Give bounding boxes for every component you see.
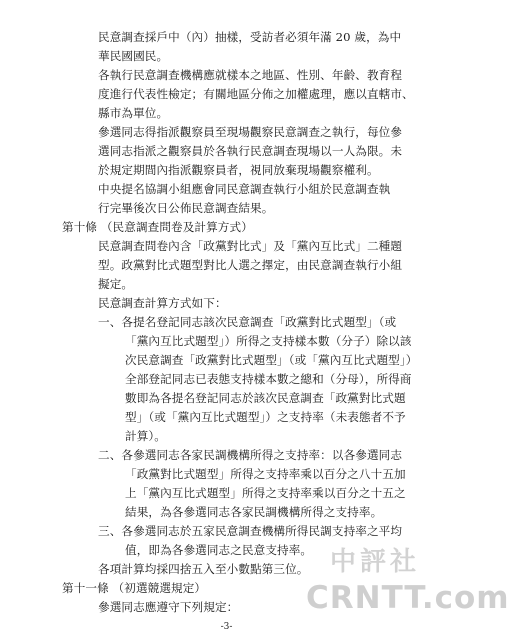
watermark-chinese: 中評社 [330, 547, 421, 577]
list-item-line: 結果，為各參選同志各家民調機構所得之支持率。 [125, 505, 383, 519]
body-line: 型。政黨對比式題型對比人選之擇定，由民意調查執行小組 [98, 258, 403, 272]
article-heading: 第十條 （民意調查問卷及計算方式） [62, 220, 253, 234]
list-item-line: 次民意調查「政黨對比式題型」（或「黨內互比式題型」） [125, 353, 418, 367]
body-line: 各項計算均採四捨五入至小數點第三位。 [98, 562, 309, 576]
list-item-line: 全部登記同志已表態支持樣本數之總和（分母），所得商 [125, 372, 412, 386]
body-line: 民意調查計算方式如下： [98, 296, 227, 310]
list-item-line: 型」（或「黨內互比式題型」）之支持率（未表態者不予 [125, 410, 406, 424]
watermark-english: CRNTT.com [306, 580, 510, 616]
body-line: 於規定期間內指派觀察員者，視同放棄現場觀察權利。 [98, 163, 379, 177]
body-line: 行完畢後次日公佈民意調查結果。 [98, 201, 274, 215]
list-item-line: 值，即為各參選同志之民意支持率。 [125, 543, 313, 557]
list-item-line: 「黨內互比式題型」）所得之支持樣本數（分子）除以該 [125, 334, 412, 348]
body-line: 度進行代表性檢定；有關地區分佈之加權處理，應以直轄市、 [98, 87, 414, 101]
list-item-line: 「政黨對比式題型」所得之支持率乘以百分之八十五加 [125, 467, 406, 481]
list-item-line: 數即為各提名登記同志於該次民意調查「政黨對比式題 [125, 391, 406, 405]
body-line: 選同志指派之觀察員於各執行民意調查現場以一人為限。未 [98, 144, 403, 158]
body-line: 民意調查問卷內含「政黨對比式」及「黨內互比式」二種題 [98, 239, 403, 253]
body-line: 民意調查採戶中（內）抽樣，受訪者必須年滿 20 歲，為中 [98, 30, 402, 44]
body-line: 華民國國民。 [98, 49, 169, 63]
body-line: 參選同志得指派觀察員至現場觀察民意調查之執行，每位參 [98, 125, 403, 139]
body-line: 各執行民意調查機構應就樣本之地區、性別、年齡、教育程 [98, 68, 403, 82]
body-line: 中央提名協調小組應會同民意調查執行小組於民意調查執 [98, 182, 391, 196]
body-line: 縣市為單位。 [98, 106, 169, 120]
body-line: 擬定。 [98, 277, 134, 291]
list-item-line: 上「黨內互比式題型」所得之支持率乘以百分之十五之 [125, 486, 406, 500]
body-line: 參選同志應遵守下列規定： [98, 600, 239, 614]
page-number: -3- [220, 622, 233, 632]
list-item-line: 計算）。 [125, 429, 166, 443]
list-item-line: 二、各參選同志各家民調機構所得之支持率：以各參選同志 [98, 448, 403, 462]
list-item-line: 一、各提名登記同志該次民意調查「政黨對比式題型」（或 [98, 315, 397, 329]
list-item-line: 三、各參選同志於五家民意調查機構所得民調支持率之平均 [98, 524, 403, 538]
article-heading: 第十一條 （初選競選規定） [62, 581, 207, 595]
